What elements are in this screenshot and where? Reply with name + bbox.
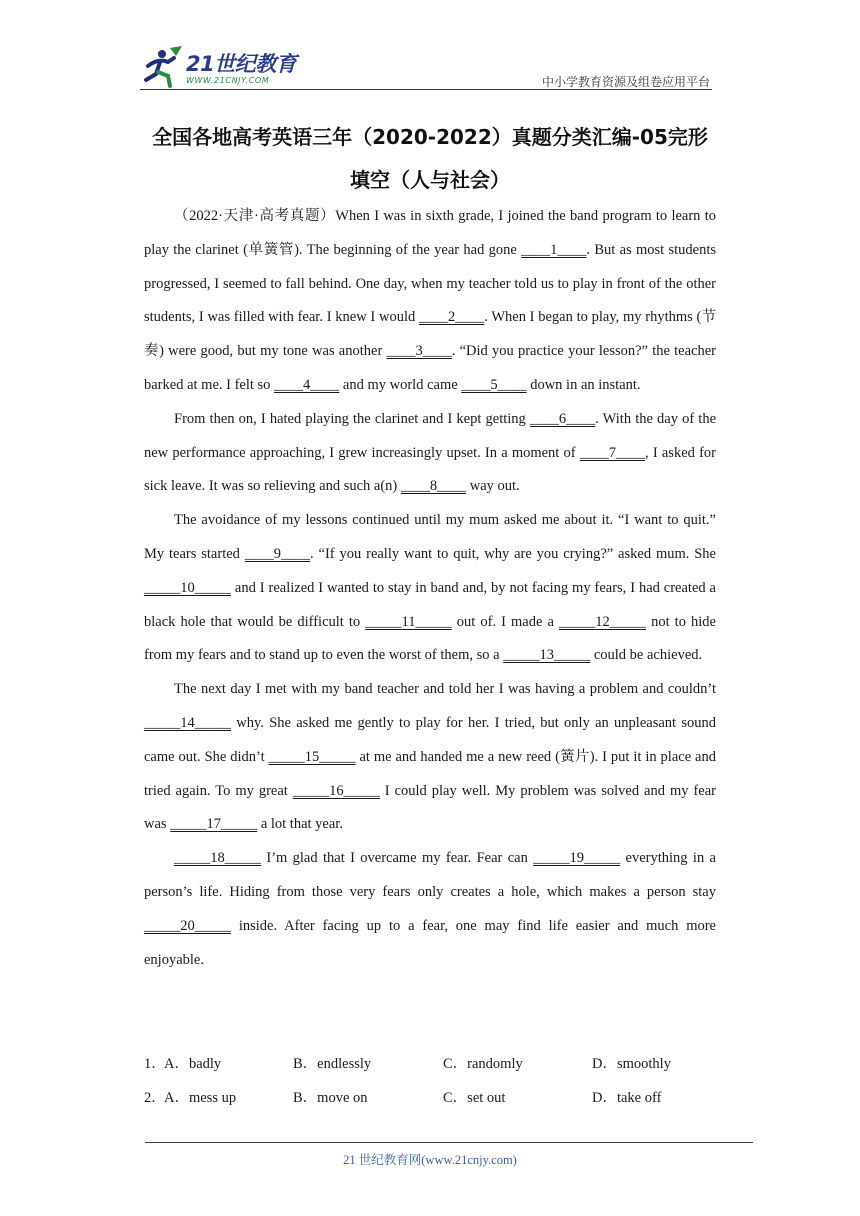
- passage-text: a lot that year.: [257, 816, 343, 833]
- header-divider: [140, 89, 712, 90]
- option-b[interactable]: B．endlessly: [293, 1056, 372, 1072]
- passage-paragraph: [144, 200, 716, 403]
- passage-text: . “If you really want to quit, why are you crying?” asked mum. She: [310, 545, 716, 562]
- option-a[interactable]: A．badly: [164, 1056, 222, 1072]
- answer-blank[interactable]: ____2____: [418, 309, 485, 326]
- answer-blank[interactable]: _____12_____: [559, 613, 646, 630]
- passage-text: and my world came: [339, 376, 462, 393]
- answer-blank[interactable]: ____4____: [274, 376, 340, 393]
- passage-text: out of. I made a: [451, 613, 559, 630]
- option-b[interactable]: B．move on: [293, 1090, 368, 1106]
- answer-blank[interactable]: ____5____: [461, 376, 527, 393]
- answer-blank[interactable]: ____9____: [244, 545, 311, 562]
- passage-text: , I asked for sick leave. It was so relieving and such a(n): [144, 444, 716, 495]
- answer-blank[interactable]: _____10_____: [144, 579, 231, 596]
- header-tagline: 中小学教育资源及组卷应用平台: [541, 75, 710, 89]
- answer-blank[interactable]: _____14_____: [144, 714, 231, 731]
- passage-text: The next day I met with my band teacher and told her I was having a problem and couldn’t: [174, 681, 716, 698]
- page-title-line2: 填空（人与社会）: [350, 168, 510, 192]
- logo-url: WWW.21CNJY.COM: [186, 76, 270, 85]
- question-number: 2．: [144, 1090, 166, 1106]
- passage-paragraph: [144, 842, 716, 977]
- footer-divider: [145, 1142, 753, 1143]
- answer-blank[interactable]: _____16_____: [292, 782, 380, 799]
- answer-blank[interactable]: _____17_____: [170, 816, 258, 833]
- passage-text: could be achieved.: [590, 647, 703, 664]
- passage-text: I could play well. My problem was solved and my fear was: [144, 782, 716, 833]
- passage-text: . With the day of the new performance approaching, I grew increasingly upset. In a moment of: [144, 410, 717, 461]
- passage-text: （2022·天津·高考真题）When I was in sixth grade, I joined the band program to learn to play the clarinet (单簧管). The beginning of the year had gone: [144, 208, 716, 258]
- answer-blank[interactable]: _____18_____: [174, 850, 261, 867]
- footer-link[interactable]: 21 世纪教育网(www.21cnjy.com): [343, 1153, 517, 1167]
- passage-paragraph: [144, 403, 716, 504]
- site-logo: [140, 44, 310, 92]
- passage-text: From then on, I hated playing the clarinet and I kept getting: [174, 410, 530, 427]
- answer-blank[interactable]: ____8____: [400, 478, 467, 495]
- page-title-line1: 全国各地高考英语三年（2020-2022）真题分类汇编-05完形: [152, 125, 708, 149]
- answer-blank[interactable]: ____6____: [529, 410, 596, 427]
- passage-text: why. She asked me gently to play for her. I tried, but only an unpleasant sound came out. She didn’t: [144, 714, 716, 765]
- passage-text: The avoidance of my lessons continued until my mum asked me about it. “I want to quit.” My tears started: [144, 512, 716, 562]
- answer-blank[interactable]: ____3____: [386, 343, 452, 360]
- passage-text: everything in a person’s life. Hiding from those very fears only creates a hole, which makes a person stay: [144, 850, 716, 900]
- question-number: 1．: [144, 1056, 166, 1072]
- option-d[interactable]: D．take off: [592, 1090, 662, 1106]
- passage-paragraph: [144, 504, 716, 673]
- runner-logo-icon: [140, 44, 184, 88]
- answer-blank[interactable]: _____15_____: [268, 748, 356, 765]
- option-c[interactable]: C．randomly: [443, 1056, 523, 1072]
- passage-text: not to hide from my fears and to stand up to even the worst of them, so a: [144, 613, 716, 664]
- passage-text: and I realized I wanted to stay in band and, by not facing my fears, I had created a black hole that would be difficult to: [144, 579, 716, 630]
- passage-paragraph: [144, 673, 716, 842]
- passage-text: inside. After facing up to a fear, one may find life easier and much more enjoyable.: [144, 917, 716, 968]
- passage-text: way out.: [466, 478, 520, 495]
- option-c[interactable]: C．set out: [443, 1090, 506, 1106]
- answer-blank[interactable]: _____20_____: [144, 917, 231, 934]
- passage-text: down in an instant.: [526, 376, 641, 393]
- answer-blank[interactable]: _____11_____: [365, 613, 452, 630]
- logo-wordmark: 21世纪教育: [186, 52, 297, 76]
- passage-text: I’m glad that I overcame my fear. Fear can: [261, 850, 534, 867]
- option-d[interactable]: D．smoothly: [592, 1056, 671, 1072]
- answer-blank[interactable]: _____19_____: [533, 850, 621, 867]
- answer-blank[interactable]: _____13_____: [503, 647, 591, 664]
- option-a[interactable]: A．mess up: [164, 1090, 237, 1106]
- passage-text: . But as most students progressed, I seemed to fall behind. One day, when my teacher told us to play in front of the other students, I was filled with fear. I knew I would: [144, 241, 716, 326]
- answer-blank[interactable]: ____1____: [521, 241, 587, 258]
- answer-blank[interactable]: ____7____: [579, 444, 646, 461]
- passage-text: at me and handed me a new reed (簧片). I put it in place and tried again. To my great: [144, 748, 716, 799]
- passage-text: . When I began to play, my rhythms (节奏) were good, but my tone was another: [144, 309, 716, 360]
- passage-text: . “Did you practice your lesson?” the teacher barked at me. I felt so: [144, 343, 716, 393]
- cloze-passage: [144, 200, 716, 977]
